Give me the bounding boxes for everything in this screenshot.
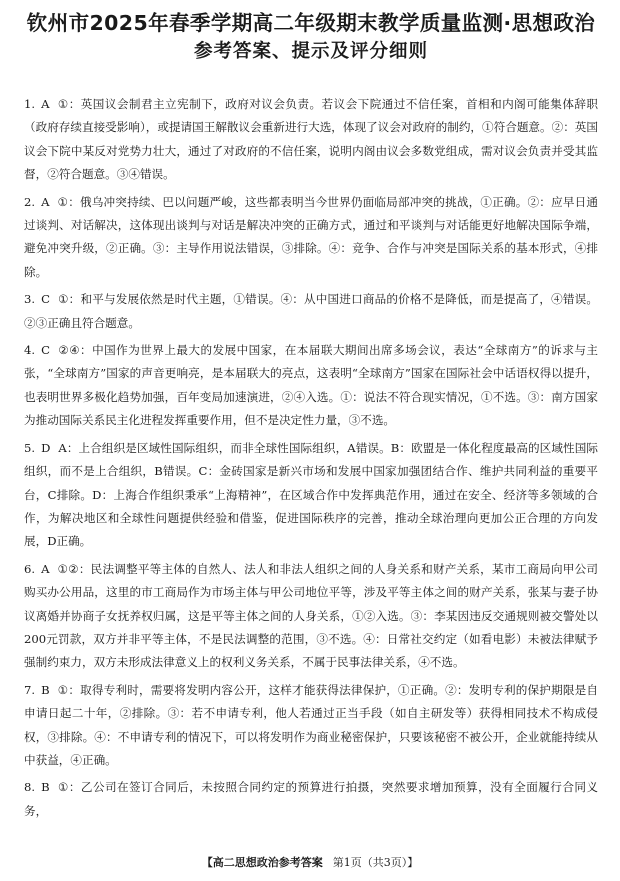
answer-number: 2. [24, 194, 36, 209]
answer-item-5 [24, 437, 598, 554]
answer-item-2 [24, 191, 598, 285]
answer-explanation: ①：和平与发展依然是时代主题，①错误。④：从中国进口商品的价格不是降低，而是提高了，④错误。②③正确且符合题意。 [24, 292, 598, 330]
answer-item-7 [24, 679, 598, 773]
answer-key: B [41, 682, 50, 697]
answer-explanation: ②④：中国作为世界上最大的发展中国家，在本届联大期间出席多场会议，表达“全球南方”的诉求与主张，“全球南方”国家的声音更响亮，是本届联大的亮点，这表明“全球南方”国家在国际社会中话语权得以提升，也表明世界多极化趋势加强，百年变局加速演进，②④入选。①：说法不符合现实情况，①不选。③：南方国家为推动国际关系民主化进程发挥重要作用，但不是决定性力量，③不选。 [24, 343, 598, 428]
answer-number: 1. [24, 97, 36, 111]
answer-key: A [41, 194, 50, 209]
answer-list [24, 93, 598, 827]
answer-number: 6. [24, 561, 36, 576]
page-number: 第1页（共3页）】 [332, 856, 419, 869]
answer-explanation: ①②：民法调整平等主体的自然人、法人和非法人组织之间的人身关系和财产关系，某市工商局向甲公司购买办公用品，这里的市工商局作为市场主体与甲公司地位平等，涉及平等主体之间的财产关系，张某与妻子协议离婚并协商子女抚养权归属，这是平等主体之间的人身关系，①②入选。③：李某因违反交通规则被交警处以200元罚款，双方并非平等主体，不是民法调整的范围，③不选。④：日常社交约定（如看电影）未被法律赋予强制约束力，双方未形成法律意义上的权利义务关系，不属于民事法律关系，④不选。 [24, 561, 598, 670]
answer-explanation: ①：取得专利时，需要将发明内容公开，这样才能获得法律保护，①正确。②：发明专利的保护期限是自申请日起二十年，②排除。③：若不申请专利，他人若通过正当手段（如自主研发等）获得相同技术不构成侵权，③排除。④：不申请专利的情况下，可以将发明作为商业秘密保护，只要该秘密不被公开，企业就能持续从中获益，④正确。 [24, 682, 598, 767]
answer-explanation: A：上合组织是区域性国际组织，而非全球性国际组织，A错误。B：欧盟是一体化程度最高的区域性国际组织，而不是上合组织，B错误。C：金砖国家是新兴市场和发展中国家加强团结合作、维护共同利益的重要平台，C排除。D：上海合作组织秉承“上海精神”，在区域合作中发挥典范作用，通过在安全、经济等多领域的合作，为解决地区和全球性问题提供经验和借鉴，促进国际秩序的完善，推动全球治理向更加公正合理的方向发展，D正确。 [24, 440, 598, 549]
answer-item-6 [24, 558, 598, 675]
answer-key: D [41, 440, 51, 455]
answer-key: A [41, 561, 50, 576]
answer-key: C [41, 292, 50, 307]
page-footer [0, 855, 620, 871]
answer-number: 3. [24, 292, 36, 307]
page-subtitle: 参考答案、提示及评分细则 [193, 41, 428, 62]
footer-label: 【高二思想政治参考答案 [201, 856, 323, 869]
answer-key: C [41, 343, 50, 358]
answer-item-4 [24, 339, 598, 433]
answer-number: 4. [24, 343, 36, 358]
answer-number: 8. [24, 780, 36, 795]
page-title: 钦州市2025年春季学期高二年级期末教学质量监测·思想政治 [26, 11, 596, 35]
answer-item-8 [24, 776, 598, 823]
answer-explanation: ①：俄乌冲突持续、巴以问题严峻，这些都表明当今世界仍面临局部冲突的挑战，①正确。②：应早日通过谈判、对话解决，这体现出谈判与对话是解决冲突的正确方式，通过和平谈判与对话能更好地解决国际争端，避免冲突升级，②正确。③：主导作用说法错误，③排除。④：竞争、合作与冲突是国际关系的基本形式，④排除。 [24, 194, 598, 279]
answer-key: B [41, 780, 50, 795]
answer-item-1 [24, 93, 598, 187]
answer-key: A [41, 97, 50, 111]
answer-item-3 [24, 288, 598, 335]
answer-explanation: ①：乙公司在签订合同后，未按照合同约定的预算进行拍摄，突然要求增加预算，没有全面履行合同义务， [24, 780, 598, 818]
answer-number: 7. [24, 682, 36, 697]
answer-explanation: ①：英国议会制君主立宪制下，政府对议会负责。若议会下院通过不信任案，首相和内阁可能集体辞职（政府存续直接受影响），或提请国王解散议会重新进行大选，体现了议会对政府的制约，①符合题意。②：英国议会下院中某反对党势力壮大，通过了对政府的不信任案，说明内阁由议会多数党组成，需对议会负责并受其监督，②符合题意。③④错误。 [24, 97, 598, 182]
answer-number: 5. [24, 440, 36, 455]
